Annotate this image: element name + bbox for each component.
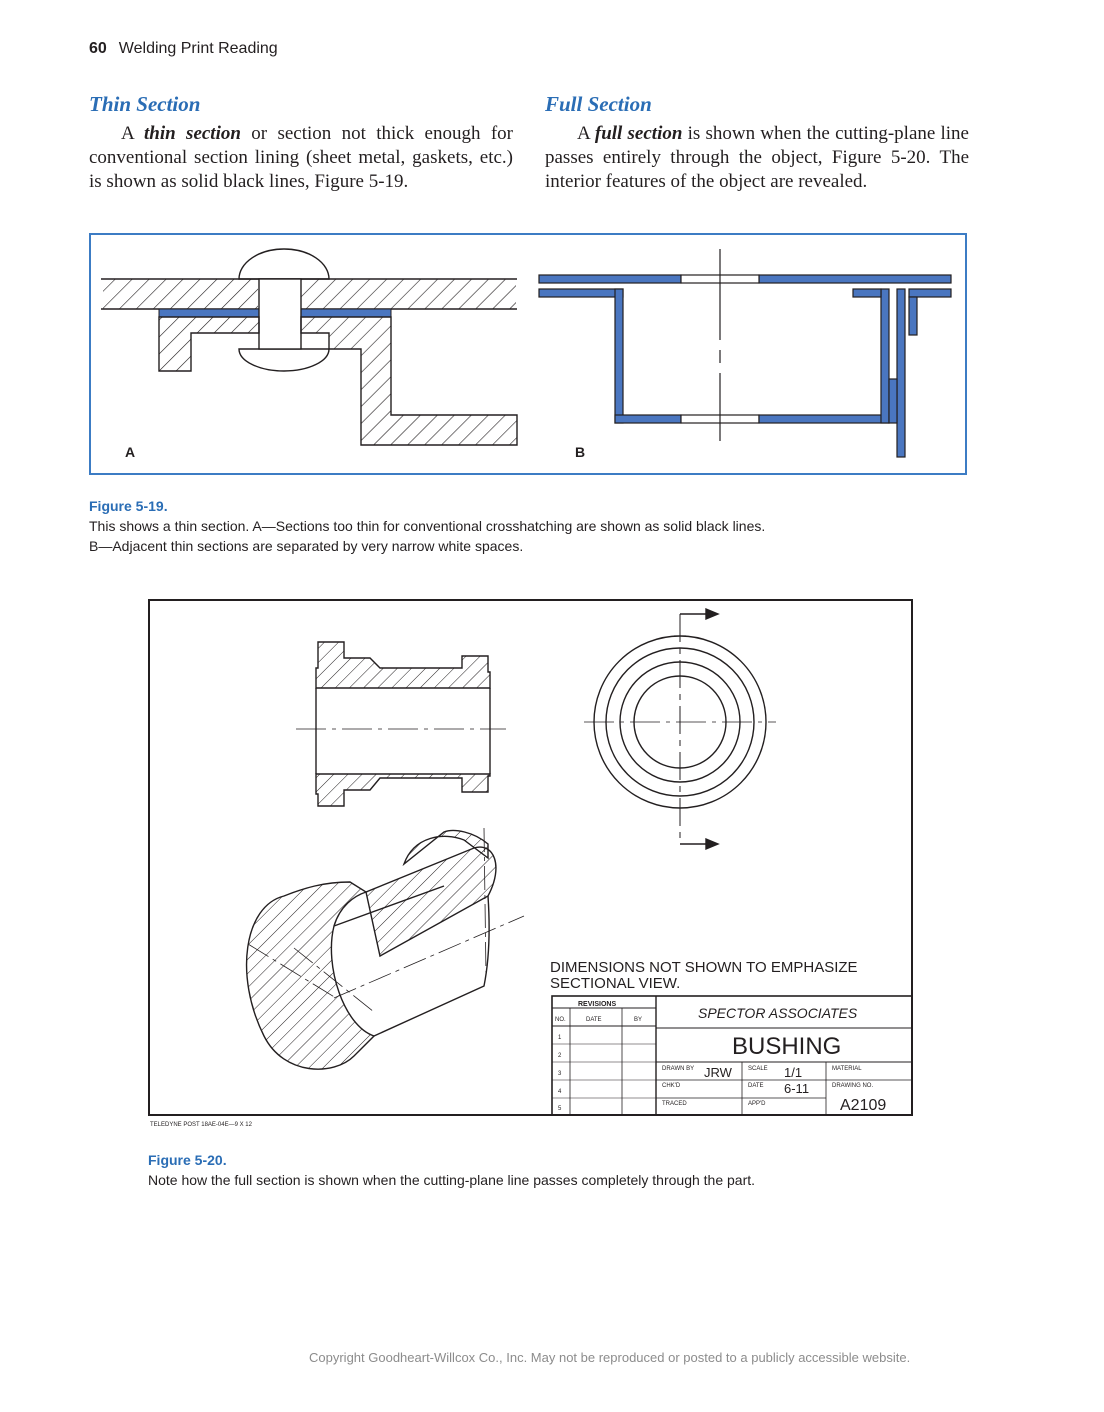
label-a: A <box>125 444 136 460</box>
label-b: B <box>575 444 586 460</box>
drawing-no: A2109 <box>840 1097 887 1114</box>
row-1: 1 <box>558 1035 562 1041</box>
figure-5-19 <box>89 233 967 475</box>
scale-value: 1/1 <box>784 1065 803 1080</box>
figure-5-20 <box>144 596 916 1134</box>
scale-label: SCALE <box>748 1066 768 1072</box>
col-no: NO. <box>555 1017 566 1023</box>
thin-section-a <box>101 249 517 460</box>
heading-thin-section: Thin Section <box>89 92 201 116</box>
note-line-1: DIMENSIONS NOT SHOWN TO EMPHASIZE <box>550 959 858 976</box>
drawn-by: JRW <box>704 1065 732 1080</box>
figure-5-19-caption <box>89 516 989 556</box>
page-number: 60 <box>89 40 107 57</box>
row-5: 5 <box>558 1106 562 1112</box>
thin-section-paragraph <box>89 122 513 194</box>
note-line-2: SECTIONAL VIEW. <box>550 975 681 992</box>
date-label: DATE <box>748 1083 764 1089</box>
revisions-label: REVISIONS <box>578 1001 617 1008</box>
para-body: is shown when the cutting-plane line passes entirely through the object, Figure 5-20. The interior features of the object are revealed. <box>545 123 969 192</box>
row-3: 3 <box>558 1071 562 1077</box>
drawn-by-label: DRAWN BY <box>662 1066 695 1072</box>
term-thin-section: thin section <box>144 123 241 144</box>
col-date: DATE <box>586 1017 602 1023</box>
caption-line-2: B—Adjacent thin sections are separated by very narrow white spaces. <box>89 538 524 554</box>
term-full-section: full section <box>594 123 683 144</box>
copyright-footer: Copyright Goodheart-Willcox Co., Inc. May not be reproduced or posted to a publicly accessible website. <box>309 1350 911 1365</box>
para-lead: A <box>121 123 145 144</box>
figure-5-19-drawing <box>91 235 965 473</box>
traced-label: TRACED <box>662 1101 687 1107</box>
row-4: 4 <box>558 1089 562 1095</box>
col-by: BY <box>634 1017 643 1023</box>
date-value: 6-11 <box>784 1081 810 1096</box>
company-name: SPECTOR ASSOCIATES <box>698 1005 858 1021</box>
figure-5-19-caption-title: Figure 5-19. <box>89 498 168 514</box>
figure-5-20-drawing <box>144 596 916 1134</box>
thin-section-b <box>539 275 951 457</box>
part-title: BUSHING <box>732 1033 842 1060</box>
full-section-paragraph <box>545 122 969 194</box>
figure-5-20-caption: Note how the full section is shown when the cutting-plane line passes completely through the part. <box>148 1172 756 1188</box>
drawing-no-label: DRAWING NO. <box>832 1083 874 1089</box>
running-title: Welding Print Reading <box>118 40 278 57</box>
para-body: or section not thick enough for conventional section lining (sheet metal, gaskets, etc.) is shown as solid black lines, Figure 5-19. <box>89 123 513 192</box>
row-2: 2 <box>558 1053 562 1059</box>
chkd-label: CHK'D <box>662 1083 681 1089</box>
para-lead: A <box>577 123 595 144</box>
running-header <box>89 40 278 58</box>
fine-print: TELEDYNE POST 18AE-04E—9 X 12 <box>150 1122 252 1128</box>
material-label: MATERIAL <box>832 1066 862 1072</box>
figure-5-20-caption-title: Figure 5-20. <box>148 1152 227 1168</box>
appd-label: APP'D <box>748 1101 766 1107</box>
heading-full-section: Full Section <box>545 92 652 116</box>
caption-line-1: This shows a thin section. A—Sections too thin for conventional crosshatching are shown as solid black lines. <box>89 518 766 534</box>
